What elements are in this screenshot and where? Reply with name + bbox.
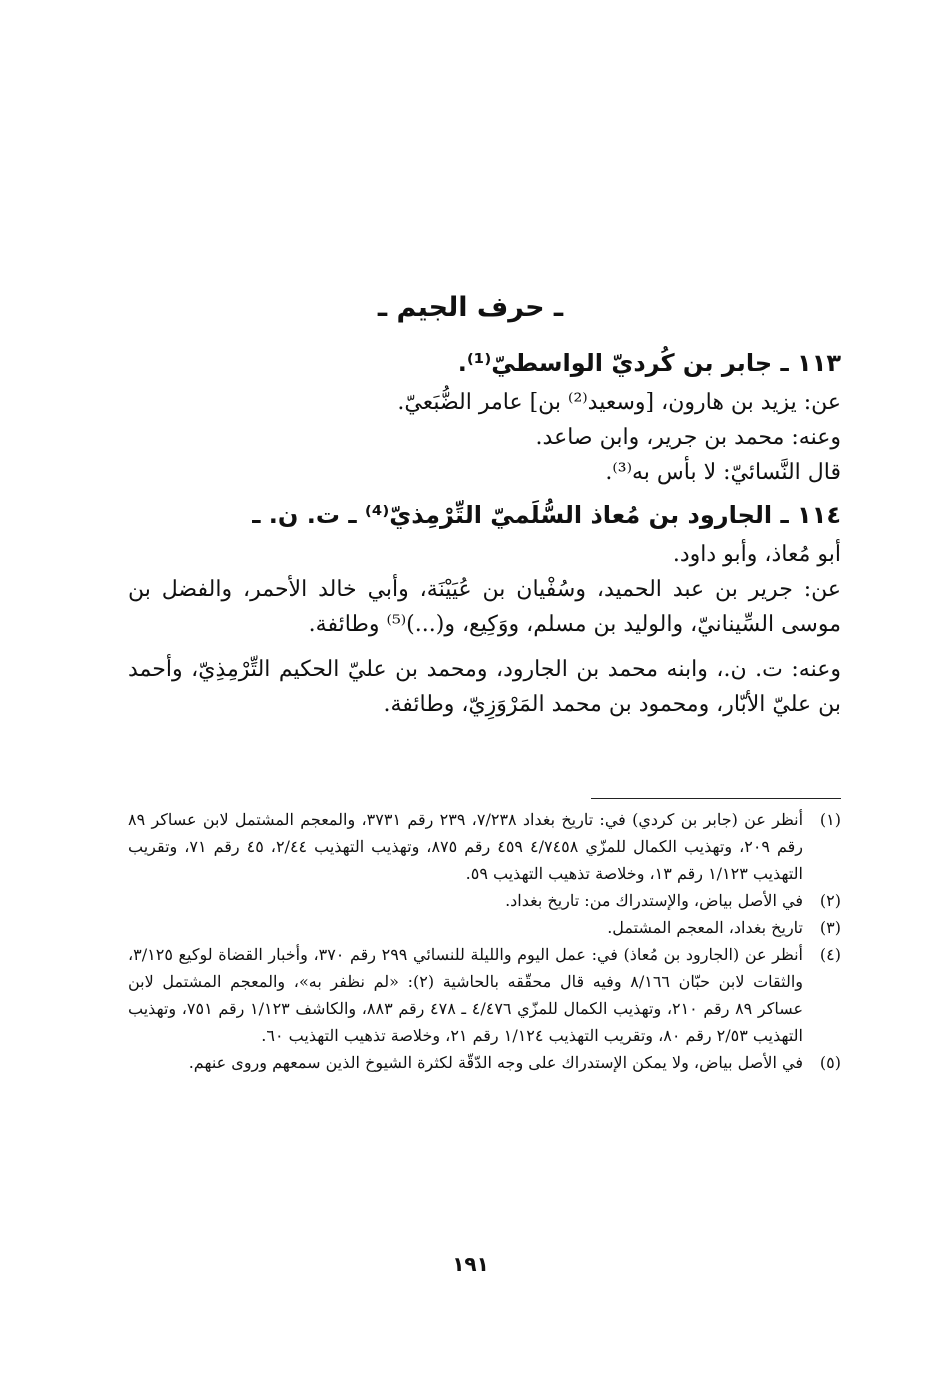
page-number: ١٩١ xyxy=(452,1252,489,1276)
footnote-number: (٥) xyxy=(819,1053,841,1072)
footnote-number: (٣) xyxy=(819,918,841,937)
footnote-text: أنظر عن (الجارود بن مُعاذ) في: عمل اليوم والليلة للنسائي ٢٩٩ رقم ٣٧٠، وأخبار القضاة لوكيع ٣/١٢٥، والثقات لابن حبّان ٨/١٦٦ وفيه قال محقّقه بالحاشية (٢): «لم نظفر به»، والمعجم المشتمل لابن عساكر ٨٩ رقم ٢١٠، وتهذيب الكمال للمزّي ٤/٤٧٦ ـ ٤٧٨ رقم ٨٨٣، والكاشف ١/١٢٣ رقم ٧٥١، وتهذيب التهذيب ٢/٥٣ رقم ٨٠، وتقريب التهذيب ١/١٢٤ رقم ٢١، وخلاصة تذهيب التهذيب ٦٠. xyxy=(128,945,804,1045)
footnote-text: تاريخ بغداد، المعجم المشتمل. xyxy=(607,918,803,937)
footnote xyxy=(128,941,841,1049)
entry-line: وعنه: محمد بن جرير، وابن صاعد. xyxy=(535,425,841,450)
entry-line: قال النَّسائيّ: لا بأس به⁽³⁾. xyxy=(605,460,841,485)
footnote-number: (٤) xyxy=(819,945,841,964)
entry-title: ١١٤ ـ الجارود بن مُعاذ السُّلَميّ التِّرْمِذيّ⁽⁴⁾ ـ ت. ن. ـ xyxy=(252,501,841,529)
entry-paragraph: عن: جرير بن عبد الحميد، وسُفْيان بن عُيَيْنَة، وأبي خالد الأحمر، والفضل بن موسى السِّينانيّ، والوليد بن مسلم، ووَكِيع، و(...)⁽⁵⁾ وطائفة. xyxy=(128,577,841,637)
entry-line: أبو مُعاذ، وأبو داود. xyxy=(672,542,841,567)
footnote-text: أنظر عن (جابر بن كردي) في: تاريخ بغداد ٧/٢٣٨، ٢٣٩ رقم ٣٧٣١، والمعجم المشتمل لابن عساكر ٨٩ رقم ٢٠٩، وتهذيب الكمال للمزّي ٤/٧٤٥٨ ٤٥٩ رقم ٨٧٥، وتهذيب التهذيب ٢/٤٤، ٤٥ رقم ٧١، وتقريب التهذيب ١/١٢٣ رقم ١٣، وخلاصة تذهيب التهذيب ٥٩. xyxy=(128,810,804,883)
entry-paragraph: وعنه: ت. ن.، وابنه محمد بن الجارود، ومحمد بن عليّ الحكيم التِّرْمِذِيّ، وأحمد بن عليّ الأبّار، ومحمود بن محمد المَرْوَزِيّ، وطائفة. xyxy=(128,657,841,717)
footnote xyxy=(128,806,841,887)
footnote xyxy=(128,914,841,941)
section-heading: ـ حرف الجيم ـ xyxy=(377,292,564,323)
paragraph-gap xyxy=(128,642,841,652)
footnote xyxy=(128,887,841,914)
footnote-number: (١) xyxy=(819,810,841,829)
footnote-text: في الأصل بياض، ولا يمكن الإستدراك على وجه الدّقّة لكثرة الشيوخ الذين سمعهم وروى عنهم. xyxy=(188,1053,803,1072)
footnotes xyxy=(128,806,841,1076)
entry-title: ١١٣ ـ جابر بن كُرديّ الواسطيّ⁽¹⁾. xyxy=(457,349,841,377)
footnote xyxy=(128,1049,841,1076)
main-text xyxy=(128,346,841,722)
entry-line: عن: يزيد بن هارون، [وسعيد⁽²⁾ بن] عامر الضُّبَعيّ. xyxy=(397,390,841,415)
footnote-text: في الأصل بياض، والإستدراك من: تاريخ بغداد. xyxy=(505,891,803,910)
footnote-separator xyxy=(591,798,841,799)
footnote-number: (٢) xyxy=(819,891,841,910)
